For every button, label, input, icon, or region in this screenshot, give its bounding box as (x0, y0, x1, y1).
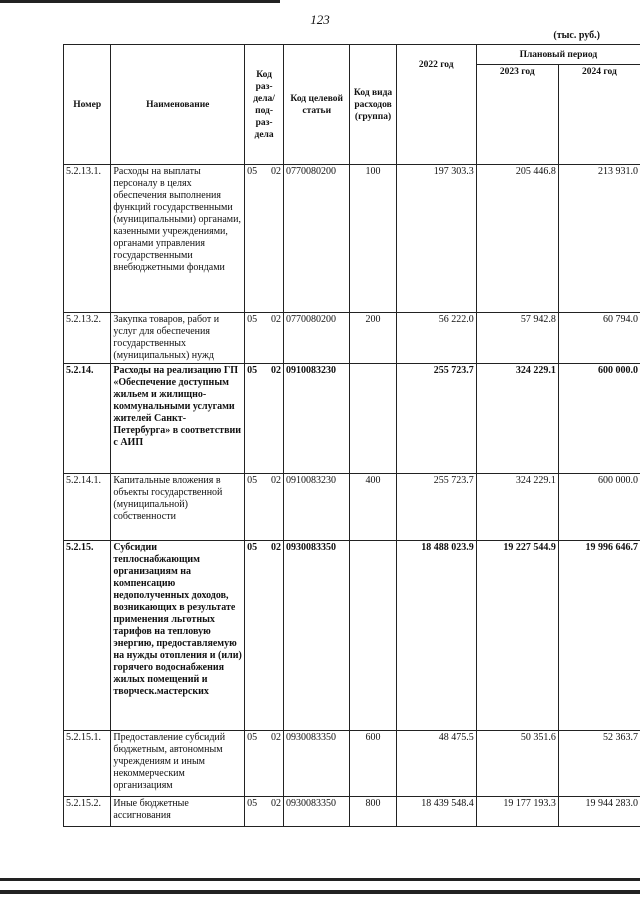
row-value-2022: 18 439 548.4 (396, 797, 476, 827)
table-row (64, 474, 640, 541)
row-section-code (245, 541, 284, 731)
header-plan-period: Плановый период (476, 45, 640, 65)
row-number: 5.2.15.1. (64, 731, 111, 797)
row-target-code: 0930083350 (284, 797, 350, 827)
row-name: Субсидии теплоснабжающим организациям на компенсацию недополученных доходов, возникающих в результате применения льготных тарифов на тепловую энергию, предоставляемую на нужды отопления и (или) горячего водоснабжения жилых помещений и творческ.мастерских (111, 541, 245, 731)
row-number: 5.2.14. (64, 364, 111, 474)
table-row (64, 313, 640, 364)
table-row (64, 797, 640, 827)
row-section-code (245, 364, 284, 474)
row-value-2022: 255 723.7 (396, 474, 476, 541)
section-code: 05 (247, 314, 258, 325)
row-value-2022: 56 222.0 (396, 313, 476, 364)
row-section-code (245, 797, 284, 827)
row-target-code: 0930083350 (284, 541, 350, 731)
row-section-code (245, 474, 284, 541)
row-target-code: 0770080200 (284, 165, 350, 313)
row-number: 5.2.13.2. (64, 313, 111, 364)
header-number: Номер (64, 45, 111, 165)
section-code: 05 (247, 166, 258, 177)
row-name: Расходы на реализацию ГП «Обеспечение доступным жильем и жилищно-коммунальными услугами жителей Санкт-Петербурга» в соответствии с АИП (111, 364, 245, 474)
subsection-code: 02 (271, 314, 282, 325)
row-value-2024: 19 944 283.0 (558, 797, 640, 827)
row-value-2024: 600 000.0 (558, 474, 640, 541)
row-section-code (245, 165, 284, 313)
header-section-code: Код раз- дела/ под- раз- дела (245, 45, 284, 165)
row-expense-kind: 400 (350, 474, 396, 541)
row-expense-kind: 600 (350, 731, 396, 797)
subsection-code: 02 (271, 798, 282, 809)
row-name: Иные бюджетные ассигнования (111, 797, 245, 827)
row-target-code: 0770080200 (284, 313, 350, 364)
row-number: 5.2.13.1. (64, 165, 111, 313)
section-code: 05 (247, 475, 258, 486)
row-target-code: 0910083230 (284, 474, 350, 541)
row-number: 5.2.14.1. (64, 474, 111, 541)
row-expense-kind (350, 364, 396, 474)
budget-table (63, 44, 640, 827)
row-value-2023: 205 446.8 (476, 165, 558, 313)
row-name: Закупка товаров, работ и услуг для обеспечения государственных (муниципальных) нужд (111, 313, 245, 364)
row-value-2024: 60 794.0 (558, 313, 640, 364)
subsection-code: 02 (271, 732, 282, 743)
subsection-code: 02 (271, 365, 282, 376)
row-value-2023: 50 351.6 (476, 731, 558, 797)
section-code: 05 (247, 365, 258, 376)
row-section-code (245, 731, 284, 797)
row-value-2023: 19 227 544.9 (476, 541, 558, 731)
table-row (64, 731, 640, 797)
row-number: 5.2.15.2. (64, 797, 111, 827)
row-value-2024: 600 000.0 (558, 364, 640, 474)
subsection-code: 02 (271, 166, 282, 177)
header-2023: 2023 год (476, 65, 558, 165)
subsection-code: 02 (271, 542, 282, 553)
table-row (64, 541, 640, 731)
row-value-2024: 19 996 646.7 (558, 541, 640, 731)
bottom-rule (0, 878, 640, 881)
row-value-2022: 18 488 023.9 (396, 541, 476, 731)
header-name: Наименование (111, 45, 245, 165)
row-name: Капитальные вложения в объекты государственной (муниципальной) собственности (111, 474, 245, 541)
row-section-code (245, 313, 284, 364)
row-value-2023: 324 229.1 (476, 364, 558, 474)
header-target-code: Код целевой статьи (284, 45, 350, 165)
top-rule (0, 0, 280, 3)
row-value-2023: 57 942.8 (476, 313, 558, 364)
section-code: 05 (247, 542, 258, 553)
row-value-2022: 197 303.3 (396, 165, 476, 313)
row-number: 5.2.15. (64, 541, 111, 731)
header-2024: 2024 год (558, 65, 640, 165)
row-value-2023: 19 177 193.3 (476, 797, 558, 827)
subsection-code: 02 (271, 475, 282, 486)
row-expense-kind: 800 (350, 797, 396, 827)
page-number: 123 (310, 12, 330, 27)
section-code: 05 (247, 798, 258, 809)
row-expense-kind: 200 (350, 313, 396, 364)
units-label: (тыс. руб.) (553, 30, 600, 41)
row-name: Предоставление субсидий бюджетным, автономным учреждениям и иным некоммерческим организациям (111, 731, 245, 797)
bottom-rule-thick (0, 890, 640, 894)
table-row (64, 165, 640, 313)
row-expense-kind: 100 (350, 165, 396, 313)
row-value-2022: 255 723.7 (396, 364, 476, 474)
row-value-2023: 324 229.1 (476, 474, 558, 541)
row-value-2024: 52 363.7 (558, 731, 640, 797)
row-value-2022: 48 475.5 (396, 731, 476, 797)
header-expense-code: Код вида расходов (группа) (350, 45, 396, 165)
table-body (64, 165, 640, 827)
row-expense-kind (350, 541, 396, 731)
table-row (64, 364, 640, 474)
row-target-code: 0930083350 (284, 731, 350, 797)
row-name: Расходы на выплаты персоналу в целях обеспечения выполнения функций государственными (муниципальными) органами, казенными учреждениями, органами управления государственными внебюджетными фондами (111, 165, 245, 313)
row-value-2024: 213 931.0 (558, 165, 640, 313)
header-2022: 2022 год (396, 45, 476, 165)
section-code: 05 (247, 732, 258, 743)
row-target-code: 0910083230 (284, 364, 350, 474)
